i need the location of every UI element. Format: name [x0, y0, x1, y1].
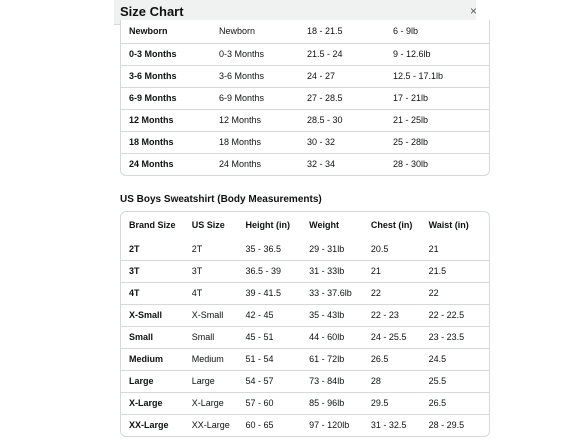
- table-row: [121, 131, 489, 153]
- table-cell: 28 - 30lb: [393, 159, 429, 170]
- table-cell: 18 Months: [219, 137, 262, 147]
- table-cell: 85 - 96lb: [309, 398, 345, 408]
- table-cell: 24 Months: [129, 159, 174, 170]
- table-cell: 22 - 23: [370, 310, 399, 320]
- table-cell: 3T: [191, 266, 203, 276]
- table-cell: Medium: [191, 354, 224, 364]
- table-cell: 3-6 Months: [219, 71, 265, 81]
- table-cell: 21: [370, 266, 381, 276]
- table-row: [121, 414, 489, 436]
- table-cell: Small: [191, 332, 215, 342]
- table-row: [121, 304, 489, 326]
- table-cell: 29 - 31lb: [309, 243, 345, 254]
- table-cell: 6-9 Months: [219, 93, 265, 103]
- table-cell: 27 - 28.5: [307, 93, 343, 103]
- table-cell: 22: [370, 288, 381, 298]
- infant-size-table: [120, 20, 490, 176]
- table-row: [121, 153, 489, 175]
- table-cell: 0-3 Months: [129, 49, 177, 59]
- table-cell: 6-9 Months: [129, 93, 177, 103]
- size-chart-panel: [114, 0, 476, 441]
- table-cell: Large: [129, 376, 154, 386]
- table-cell: 35 - 43lb: [309, 310, 345, 320]
- table-cell: 20.5: [370, 243, 389, 254]
- table-row: [121, 370, 489, 392]
- table-cell: 23 - 23.5: [428, 332, 465, 342]
- table-row: [121, 326, 489, 348]
- table-cell: 28 - 29.5: [428, 420, 465, 431]
- table-cell: X-Large: [191, 398, 224, 408]
- table-cell: 24 Months: [219, 159, 262, 170]
- table-cell: 26.5: [370, 354, 389, 364]
- table-row: [121, 260, 489, 282]
- table-cell: 57 - 60: [245, 398, 274, 408]
- table-cell: 3T: [129, 266, 140, 276]
- table-cell: 25.5: [428, 376, 447, 386]
- column-header: Waist (in): [428, 220, 469, 230]
- table-cell: 31 - 33lb: [309, 266, 345, 276]
- table-cell: 21: [428, 243, 439, 254]
- table-cell: Newborn: [129, 26, 168, 37]
- table-cell: 25 - 28lb: [393, 137, 429, 147]
- close-icon[interactable]: ×: [470, 4, 478, 18]
- table-cell: Newborn: [219, 26, 256, 37]
- table-cell: 54 - 57: [245, 376, 274, 386]
- table-cell: 39 - 41.5: [245, 288, 282, 298]
- table-cell: 12 Months: [129, 115, 174, 125]
- table-cell: XX-Large: [191, 420, 230, 431]
- size-chart-title: Size Chart: [120, 4, 184, 19]
- table-cell: 44 - 60lb: [309, 332, 345, 342]
- table-cell: 24 - 27: [307, 71, 336, 81]
- table-cell: 22 - 22.5: [428, 310, 465, 320]
- table-cell: 73 - 84lb: [309, 376, 345, 386]
- table-cell: 97 - 120lb: [309, 420, 350, 431]
- table-cell: Medium: [129, 354, 164, 364]
- table-cell: 32 - 34: [307, 159, 336, 170]
- table-cell: 61 - 72lb: [309, 354, 345, 364]
- table-row: [121, 20, 489, 43]
- table-cell: 17 - 21lb: [393, 93, 429, 103]
- table-cell: 0-3 Months: [219, 49, 265, 59]
- table-cell: 24 - 25.5: [370, 332, 407, 342]
- table-cell: 3-6 Months: [129, 71, 177, 81]
- table-row: [121, 392, 489, 414]
- table-cell: XX-Large: [129, 420, 169, 431]
- table-row: [121, 87, 489, 109]
- table-cell: 12 Months: [219, 115, 262, 125]
- column-header: Brand Size: [129, 220, 176, 230]
- table-cell: 60 - 65: [245, 420, 274, 431]
- column-header: Chest (in): [370, 220, 413, 230]
- table-cell: 21.5: [428, 266, 447, 276]
- boys-size-table: [120, 211, 490, 437]
- table-cell: 51 - 54: [245, 354, 274, 364]
- table-cell: 36.5 - 39: [245, 266, 282, 276]
- table-cell: 30 - 32: [307, 137, 336, 147]
- table-cell: 26.5: [428, 398, 447, 408]
- boys-section-title: US Boys Sweatshirt (Body Measurements): [120, 194, 322, 205]
- table-cell: 4T: [129, 288, 140, 298]
- table-row: [121, 65, 489, 87]
- table-cell: 29.5: [370, 398, 389, 408]
- table-cell: 21 - 25lb: [393, 115, 429, 125]
- table-cell: 45 - 51: [245, 332, 274, 342]
- table-cell: X-Small: [191, 310, 224, 320]
- table-cell: 18 - 21.5: [307, 26, 343, 37]
- table-header-row: [121, 212, 489, 238]
- table-cell: 2T: [191, 243, 203, 254]
- table-cell: 18 Months: [129, 137, 174, 147]
- table-row: [121, 348, 489, 370]
- table-row: [121, 109, 489, 131]
- column-header: Weight: [309, 220, 340, 230]
- table-cell: 28: [370, 376, 381, 386]
- table-cell: 2T: [129, 243, 140, 254]
- table-row: [121, 282, 489, 304]
- table-cell: 9 - 12.6lb: [393, 49, 431, 59]
- table-cell: 35 - 36.5: [245, 243, 282, 254]
- column-header: US Size: [191, 220, 225, 230]
- table-cell: 22: [428, 288, 439, 298]
- table-cell: 31 - 32.5: [370, 420, 407, 431]
- table-row: [121, 43, 489, 65]
- table-cell: 42 - 45: [245, 310, 274, 320]
- table-cell: 6 - 9lb: [393, 26, 419, 37]
- table-cell: 33 - 37.6lb: [309, 288, 352, 298]
- table-cell: Small: [129, 332, 154, 342]
- column-header: Height (in): [245, 220, 291, 230]
- table-row: [121, 238, 489, 260]
- table-cell: X-Small: [129, 310, 163, 320]
- table-cell: 28.5 - 30: [307, 115, 343, 125]
- table-cell: Large: [191, 376, 215, 386]
- table-cell: 21.5 - 24: [307, 49, 343, 59]
- table-cell: X-Large: [129, 398, 163, 408]
- table-cell: 12.5 - 17.1lb: [393, 71, 444, 81]
- table-cell: 4T: [191, 288, 203, 298]
- table-cell: 24.5: [428, 354, 447, 364]
